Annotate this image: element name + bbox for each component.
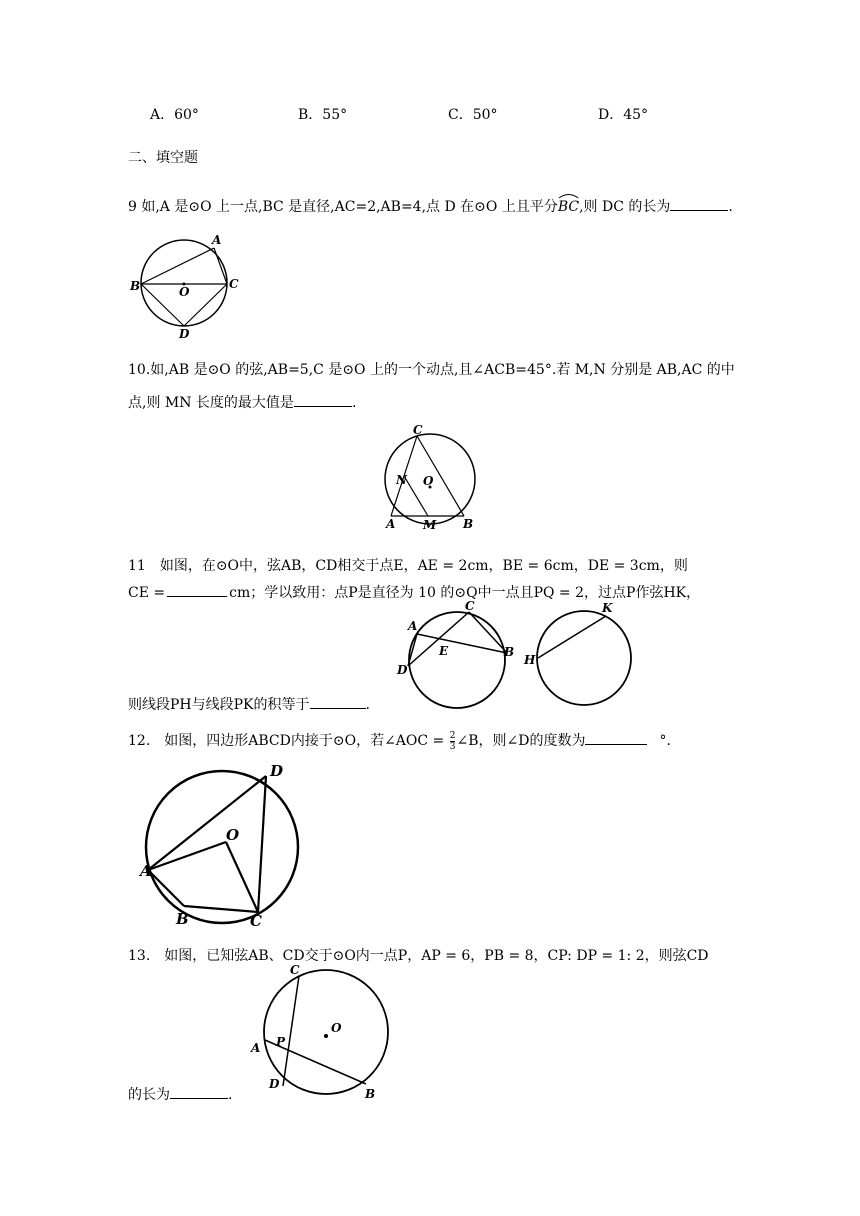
- q13-answer-blank: [170, 1084, 228, 1099]
- section-title: 二、填空题: [128, 150, 198, 166]
- q11-label-a: A: [408, 619, 418, 633]
- q12-label-d: D: [270, 762, 284, 780]
- q12-text: [128, 730, 671, 752]
- q10-figure: [384, 423, 484, 538]
- q13-period: .: [228, 1087, 233, 1103]
- option-a: A．60°: [150, 107, 199, 123]
- q11-line3-text: 则线段PH与线段PK的积等于: [128, 697, 310, 713]
- q13-label-c: C: [290, 963, 300, 977]
- q10-line2-text: 点,则 MN 长度的最大值是: [128, 395, 294, 411]
- q11-answer-blank-1: [167, 582, 227, 597]
- q11-label-c: C: [465, 599, 475, 613]
- q13-label-a: A: [251, 1041, 261, 1055]
- q11-label-k: K: [602, 601, 613, 615]
- q10-label-b: B: [463, 517, 474, 531]
- q13-figure: [248, 962, 412, 1102]
- q13-line2-text: 的长为: [128, 1087, 170, 1103]
- q9-figure: [128, 232, 248, 340]
- q13-label-p: P: [276, 1035, 286, 1049]
- q9-label-b: B: [130, 279, 141, 293]
- q11-answer-blank-2: [310, 694, 366, 709]
- q10-label-c: C: [413, 423, 423, 437]
- q9-text-start: 9 如,A 是⊙O 上一点,BC 是直径,AC=2,AB=4,点 D 在⊙O 上且平分: [128, 199, 558, 215]
- q13-line1: 13. 如图，已知弦AB、CD交于⊙O内一点P，AP = 6，PB = 8，CP: DP = 1: 2，则弦CD: [128, 948, 709, 964]
- q10-label-a: A: [386, 517, 396, 531]
- q12-frac-den: 3: [449, 741, 456, 752]
- q9-answer-blank: [670, 196, 728, 211]
- q11-line2-end: cm；学以致用：点P是直径为 10 的⊙Q中一点且PQ = 2，过点P作弦HK，: [229, 585, 701, 601]
- q11-line2-start: CE =: [128, 585, 166, 601]
- q10-answer-blank: [294, 392, 352, 407]
- q10-label-m: M: [423, 518, 437, 532]
- q12-answer-blank: [585, 730, 647, 745]
- q10-period: .: [351, 395, 357, 411]
- q12-label-c: C: [250, 912, 262, 930]
- q13-label-d: D: [269, 1077, 280, 1091]
- q13-label-b: B: [365, 1087, 376, 1101]
- option-b: B．55°: [298, 107, 348, 123]
- q13-line2: [128, 1084, 232, 1105]
- q11-period: .: [365, 697, 370, 713]
- q9-label-c: C: [229, 277, 239, 291]
- q10-line2: [128, 392, 356, 413]
- q11-label-d: D: [397, 663, 408, 677]
- q12-text-end: ∠B，则∠D的度数为: [456, 733, 586, 749]
- q13-label-o: O: [331, 1021, 342, 1035]
- q12-degree-period: °.: [659, 733, 671, 749]
- q10-line1: 10.如,AB 是⊙O 的弦,AB=5,C 是⊙O 上的一个动点,且∠ACB=45°.若 M,N 分别是 AB,AC 的中: [128, 362, 735, 378]
- q11-line3: [128, 694, 370, 715]
- q9-arc-label: BC: [558, 197, 579, 217]
- q11-line1: 11 如图，在⊙O中，弦AB，CD相交于点E，AE = 2cm，BE = 6cm，DE = 3cm，则: [128, 558, 688, 574]
- q12-label-b: B: [176, 910, 189, 928]
- q12-text-start: 12. 如图，四边形ABCD内接于⊙O，若∠AOC =: [128, 733, 445, 749]
- q10-label-n: N: [396, 473, 407, 487]
- arc-mark-icon: [558, 193, 579, 199]
- q9-label-o: O: [179, 285, 190, 299]
- q12-label-a: A: [140, 862, 152, 880]
- q12-label-o: O: [226, 826, 240, 844]
- q9-label-d: D: [179, 327, 190, 341]
- q12-figure: [138, 762, 306, 928]
- q9-text: [128, 196, 733, 217]
- q9-label-a: A: [212, 233, 222, 247]
- q10-label-o: O: [423, 474, 434, 488]
- q11-label-h: H: [524, 653, 536, 667]
- option-c: C．50°: [448, 107, 498, 123]
- q11-figure: [392, 598, 642, 714]
- q12-fraction: [450, 731, 456, 752]
- option-d: D．45°: [598, 107, 649, 123]
- q12-frac-num: 2: [449, 730, 456, 741]
- q9-period: .: [728, 199, 733, 215]
- q9-text-end: ,则 DC 的长为: [579, 199, 671, 215]
- q11-label-b: B: [504, 645, 515, 659]
- q11-label-e: E: [439, 644, 449, 658]
